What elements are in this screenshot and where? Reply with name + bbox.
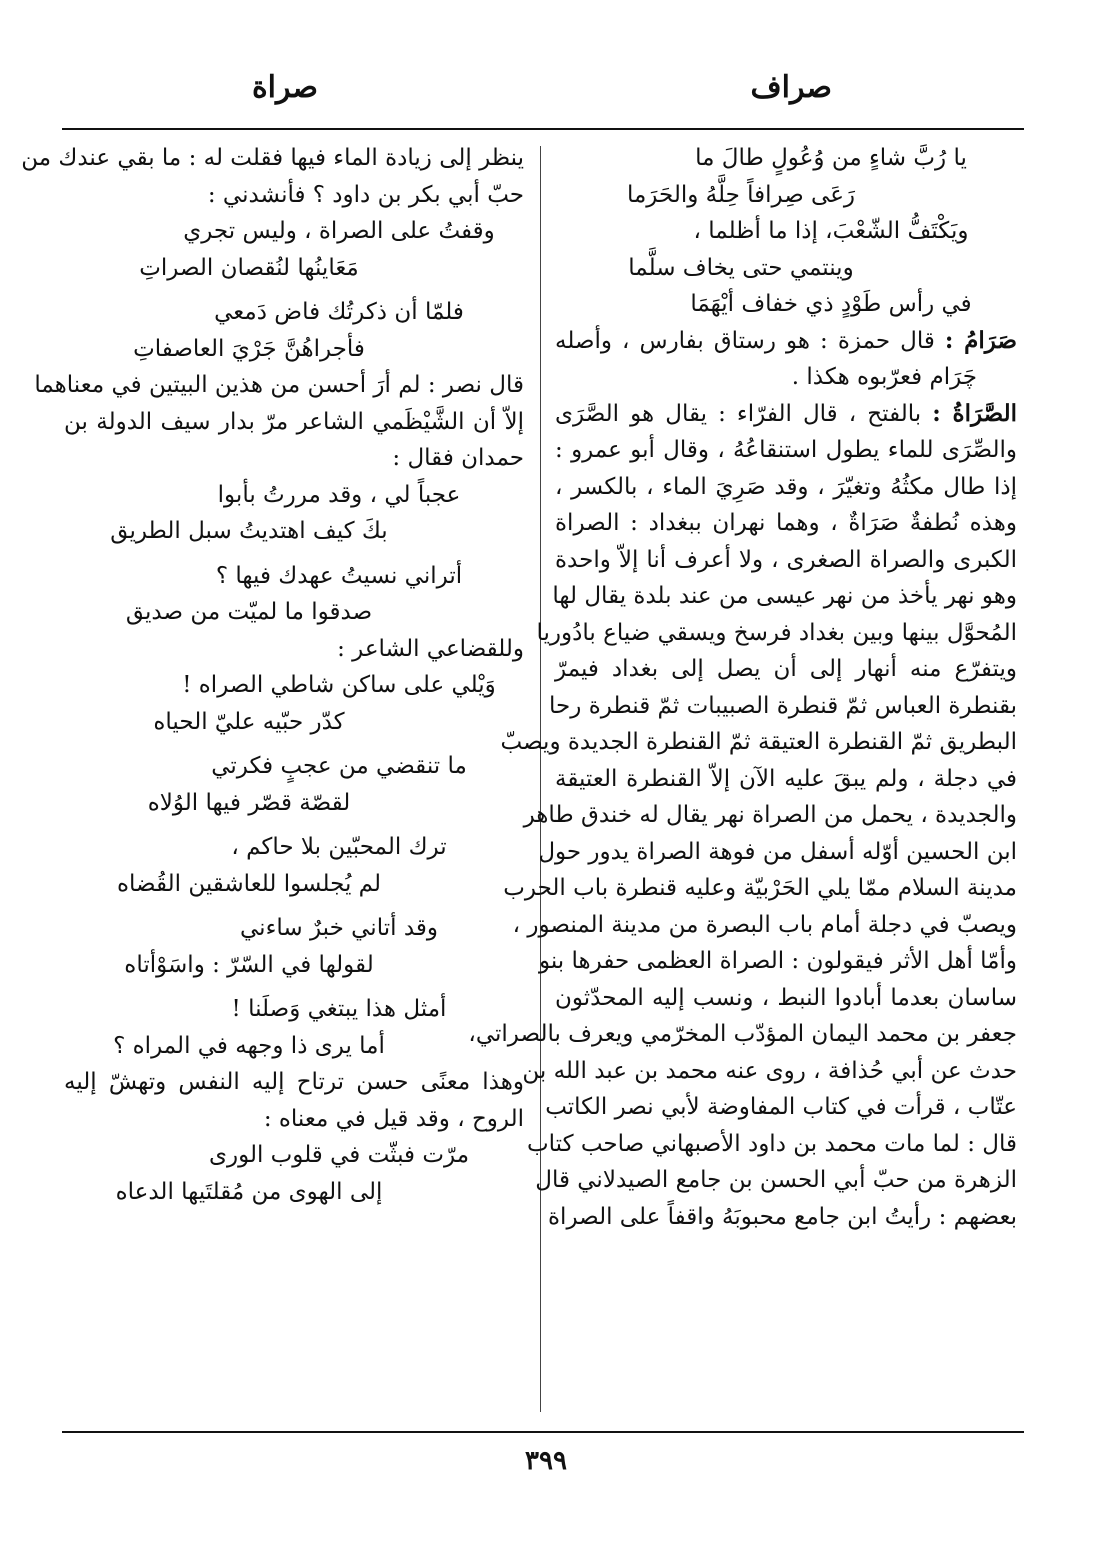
entry-text: الزهرة من حبّ أبي الحسن بن جامع الصيدلاني قال	[535, 1167, 1017, 1193]
entry-text: البطريق ثمّ القنطرة العتيقة ثمّ القنطرة الجديدة ويصبّ	[500, 729, 1017, 755]
entry-text: وهذه نُطفةٌ صَرَاةٌ ، وهما نهران ببغداد : الصراة	[555, 510, 1017, 536]
footer-rule	[62, 1431, 1024, 1433]
verse-line: فلمّا أن ذكرتُك فاض دَمعي	[214, 299, 464, 325]
verse-line: في رأس طَوْدٍ ذي خفاف أيْهَمَا	[690, 291, 972, 317]
entry-headword: الصَّرَاةُ :	[932, 399, 1017, 427]
body-text: إلاّ أن الشَّيْظَمي الشاعر مرّ بدار سيف الدولة بن	[64, 408, 524, 435]
poem-verse-block	[64, 1137, 524, 1210]
entry-text: ويتفرّع منه أنهار إلى أن يصل إلى بغداد فيمرّ	[555, 656, 1017, 682]
column-separator	[540, 146, 541, 1412]
verse-line: رَعَى صِرافاً حِلَّهُ والحَرَما	[626, 181, 856, 208]
entry-sarat	[468, 396, 1017, 1236]
poem-verse-block	[64, 477, 524, 631]
entry-text: الكبرى والصراة الصغرى ، ولا أعرف أنا إلاّ واحدة	[555, 546, 1017, 573]
running-head-right: صراف	[750, 70, 832, 105]
entry-text: چَرَام فعرّبوه هكذا .	[791, 364, 977, 390]
verse-line: لم يُجلسوا للعاشقين القُضاه	[116, 870, 382, 897]
verse-line: ويَكْتَفُّ الشّعْبَ، إذا ما أظلما ،	[693, 218, 969, 244]
entry-text: المُحوَّل بينها وبين بغداد فرسخ ويسقي ضياع بادُوريا	[536, 619, 1017, 646]
running-head-left: صراة	[251, 70, 319, 105]
verse-line: أتراني نسيتُ عهدك فيها ؟	[215, 562, 463, 589]
verse-line: يا رُبَّ شاءٍ من وُعُولٍ طالَ ما	[695, 145, 967, 171]
entry-text: ساسان بعدما أبادوا النبط ، ونسب إليه المحدّثون	[555, 984, 1017, 1011]
entry-headword: صَرَامُ :	[944, 326, 1018, 354]
entry-text: وهو نهر يأخذ من نهر عيسى من عند بلدة يقال لها	[552, 583, 1017, 609]
verse-line: وقفتُ على الصراة ، وليس تجري	[183, 218, 495, 244]
verse-line: صدقوا ما لميّت من صديق	[125, 599, 373, 625]
entry-text: والجديدة ، يحمل من الصراة نهر يقال له خندق طاهر	[523, 802, 1017, 828]
entry-text: حدث عن أبي حُذافة ، روى عنه محمد بن عبد الله بن	[522, 1057, 1017, 1084]
entry-text: وأمّا أهل الأثر فيقولون : الصراة العظمى حفرها بنو	[538, 948, 1017, 974]
right-column	[468, 140, 1018, 1235]
verse-line: إلى الهوى من مُقلتَيها الدعاه	[115, 1178, 383, 1205]
verse-line: لقصّة قصّر فيها الوُلاه	[147, 789, 351, 816]
left-column	[21, 140, 524, 1210]
entry-text: جعفر بن محمد اليمان المؤدّب المخرّمي ويعرف بالصراتي،	[468, 1021, 1017, 1047]
entry-text: ويصبّ في دجلة أمام باب البصرة من مدينة المنصور ،	[512, 911, 1017, 938]
entry-text: بعضهم : رأيتُ ابن جامع محبوبَهُ واقفاً على الصراة	[548, 1203, 1017, 1230]
verse-line: أما يرى ذا وجهه في المراه ؟	[113, 1032, 385, 1059]
entry-sarram	[555, 323, 1017, 396]
entry-text: قال : لما مات محمد بن داود الأصبهاني صاحب كتاب	[526, 1130, 1017, 1157]
verse-line: وينتمي حتى يخاف سلَّما	[628, 254, 854, 281]
verse-line: لقولها في السّرّ : واسَوْأتاه	[124, 951, 374, 978]
body-text: الروح ، وقد قيل في معناه :	[263, 1105, 524, 1132]
entry-text: بقنطرة العباس ثمّ قنطرة الصبيبات ثمّ قنطرة رحا	[549, 692, 1017, 719]
verse-line: أمثل هذا يبتغي وَصلَنا !	[231, 996, 447, 1022]
poem-verse-block	[64, 213, 524, 367]
entry-text: قال حمزة : هو رستاق بفارس ، وأصله	[555, 327, 935, 354]
verse-line: وقد أتاني خبرٌ ساءني	[240, 915, 438, 941]
entry-text: مدينة السلام ممّا يلي الحَرْبيّة وعليه قنطرة باب الحرب	[503, 875, 1017, 901]
verse-line: عجباً لي ، وقد مررتُ بأبوا	[217, 481, 461, 508]
body-text: وللقضاعي الشاعر :	[337, 635, 524, 662]
body-text: قال نصر : لم أرَ أحسن من هذين البيتين في معناهما	[34, 372, 524, 398]
body-text: حبّ أبي بكر بن داود ؟ فأنشدني :	[207, 181, 524, 208]
entry-text: ابن الحسين أوّله أسفل من فوهة الصراة يدور حول	[538, 838, 1017, 865]
verse-line: مَعَاينُها لنُقصان الصراتِ	[139, 254, 359, 281]
entry-text: إذا طال مكثُهُ وتغيّرَ ، وقد صَرِيَ الماء ، بالكسر ،	[555, 473, 1017, 500]
verse-line: ترك المحبّين بلا حاكم ،	[231, 834, 447, 860]
body-text: ينظر إلى زيادة الماء فيها فقلت له : ما بقي عندك من	[21, 145, 524, 171]
header-rule	[62, 128, 1024, 130]
verse-line: وَيْلي على ساكن شاطي الصراه !	[182, 672, 496, 698]
entry-text: عتّاب ، قرأت في كتاب المفاوضة لأبي نصر الكاتب	[545, 1094, 1017, 1120]
body-text: حمدان فقال :	[392, 445, 524, 471]
entry-text: والصِّرَى للماء يطول استنقاعُهُ ، وقال أبو عمرو :	[555, 437, 1017, 463]
page-number: ٣٩٩	[525, 1446, 567, 1476]
verse-line: بكَ كيف اهتديتُ سبل الطريق	[110, 518, 388, 544]
entry-text: في دجلة ، ولم يبقَ عليه الآن إلاّ القنطرة العتيقة	[555, 765, 1017, 792]
body-text: وهذا معنًى حسن ترتاح إليه النفس وتهشّ إليه	[64, 1069, 524, 1095]
verse-line: فأجراهُنَّ جَرْيَ العاصفاتِ	[133, 335, 365, 362]
entry-text: بالفتح ، قال الفرّاء : يقال هو الصَّرَى	[555, 400, 922, 427]
verse-line: كدّر حبّيه عليّ الحياه	[153, 708, 345, 735]
poem-verse-block	[64, 667, 524, 1064]
poem-verse-block	[555, 140, 1017, 323]
verse-line: ما تنقضي من عجبٍ فكرتي	[211, 753, 467, 779]
verse-line: مرّت فبثّت في قلوب الورى	[208, 1142, 470, 1168]
